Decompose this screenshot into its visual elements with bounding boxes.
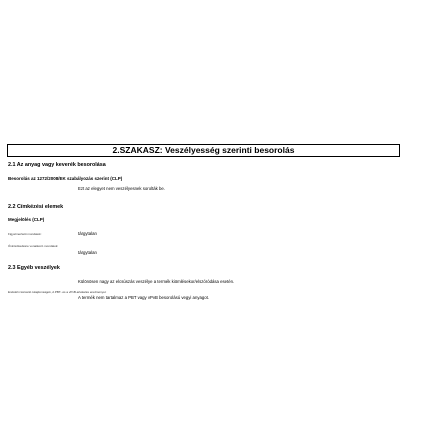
clp-classification-subheading: Besorolás az 1272/2008/EK szabályozás szerint (CLP) — [8, 176, 123, 181]
clp-labelling-subheading: Megjelölés (CLP) — [8, 217, 45, 222]
classification-text: Ezt az elegyet nem veszélyesnek sorolták be. — [78, 186, 165, 191]
endocrine-pbt-label: Endokrin károsító tulajdonságok, A PBT- és a vPvB-értékelés eredményei: — [8, 290, 107, 294]
section-2-title: 2.SZAKASZ: Veszélyesség szerinti besorolás — [7, 144, 400, 157]
precautionary-statements-value: tárgytalan — [78, 250, 97, 255]
section-2-3-heading: 2.3 Egyéb veszélyek — [8, 265, 60, 271]
endocrine-pbt-value: A termék nem tartalmaz a PBT vagy vPvB besorolású vegyi anyagot. — [78, 295, 210, 300]
hazard-statements-value: tárgytalan — [78, 231, 97, 236]
slip-hazard-text: Különösen nagy az elcsúszás veszélye a termék kiömlésekor/elszóródása esetén. — [78, 279, 235, 284]
section-2-2-heading: 2.2 Címkézési elemek — [8, 204, 64, 210]
hazard-statements-label: Figyelmeztető mondatok: — [8, 232, 42, 236]
section-2-1-heading: 2.1 Az anyag vagy keverék besorolása — [8, 162, 106, 168]
precautionary-statements-label: Óvintézkedésre vonatkozó mondatok: — [8, 244, 59, 248]
